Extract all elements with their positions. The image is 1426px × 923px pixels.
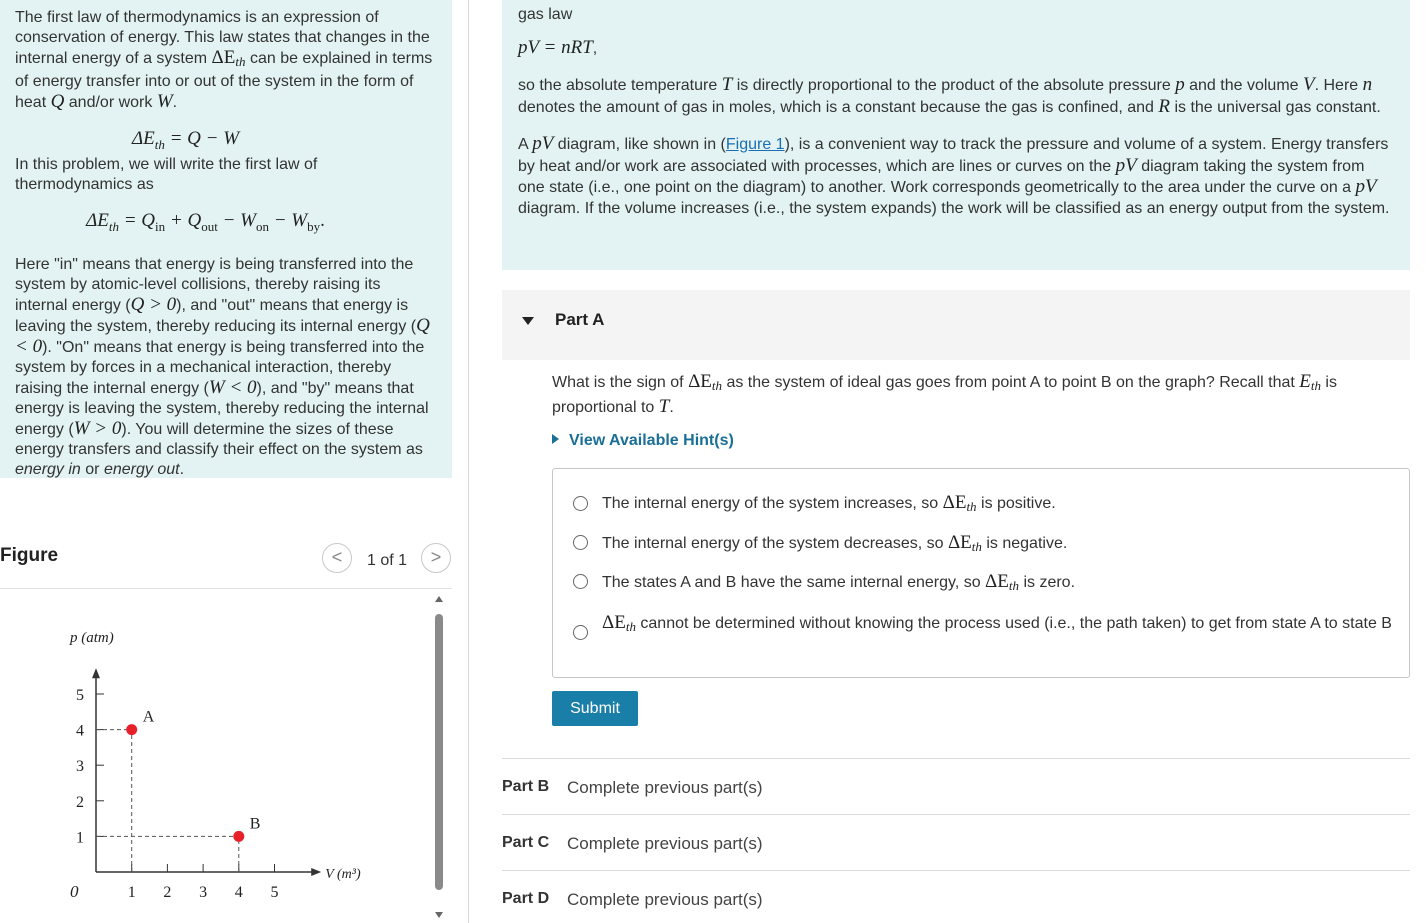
x-tick-label: 1 [127, 884, 136, 901]
x-axis-arrow-icon [311, 868, 321, 876]
x-tick-label: 2 [163, 884, 172, 901]
part-d-status: Complete previous part(s) [567, 890, 763, 909]
radio-button[interactable] [573, 625, 588, 640]
y-tick-label: 3 [76, 758, 84, 776]
figure-header [0, 540, 452, 576]
radio-button[interactable] [573, 535, 588, 550]
expanded-first-law-equation: $\Delta E_{th} = Q_{in} + Q_{out} - W_{on} - W_{by}$. [86, 209, 325, 234]
part-c-status: Complete previous part(s) [567, 834, 763, 853]
caret-right-icon [552, 434, 559, 444]
scroll-down-arrow-icon[interactable] [435, 912, 443, 918]
radio-button[interactable] [573, 574, 588, 589]
view-hints-toggle[interactable]: View Available Hint(s) [552, 432, 734, 450]
y-tick-label: 4 [76, 722, 84, 740]
figure-prev-button[interactable]: < [322, 543, 352, 573]
origin-label: 0 [70, 882, 79, 901]
data-point-b [233, 831, 244, 842]
ideal-gas-equation: pV = nRT, [518, 36, 598, 58]
y-tick-label: 5 [76, 687, 84, 704]
y-tick-label: 1 [76, 829, 84, 847]
figure-1-link[interactable]: Figure 1 [725, 136, 785, 153]
figure-scrollbar[interactable] [430, 594, 448, 923]
figure-next-button[interactable]: > [421, 543, 451, 573]
part-d-label: Part D [502, 890, 550, 907]
point-label-a: A [142, 708, 155, 726]
submit-button[interactable]: Submit [552, 691, 638, 726]
figure-divider [0, 588, 452, 589]
math-delta-eth: $\Delta E_{th}$ [211, 47, 246, 69]
y-tick-label: 2 [76, 793, 84, 811]
panel-separator [468, 0, 469, 923]
scroll-up-arrow-icon[interactable] [435, 596, 443, 602]
part-b-status: Complete previous part(s) [567, 778, 763, 797]
y-axis-arrow-icon [92, 668, 100, 678]
intro-paragraph-3: Here "in" means that energy is being transferred into the system by atomic-level collisions, thereby raising its internal energy (Q > 0), and "out" means that energy is leaving the system, thereby reducing its internal energy (Q < 0). "On" means that energy is being transferred into the system by forces in a mechanical interaction, thereby raising the internal energy (W < 0), and "by" means that energy is leaving the system, thereby reducing the internal energy (W > 0). You will determine the sizes of these energy transfers and classify their effect on the system as energy in or energy out. [15, 255, 430, 478]
x-tick-label: 3 [199, 884, 208, 901]
x-tick-label: 5 [270, 884, 279, 901]
intro-continuation-panel [502, 0, 1410, 270]
intro-paragraph-4: so the absolute temperature T is directly proportional to the product of the absolute pressure p and the volume V. Here n denotes the amount of gas in moles, which is a constant because the gas is confined, and R is the universal gas constant. [518, 74, 1381, 117]
intro-paragraph-2: In this problem, we will write the first law of thermodynamics as [15, 155, 318, 193]
radio-button[interactable] [573, 496, 588, 511]
caret-down-icon[interactable] [522, 317, 534, 325]
intro-paragraph-5: A pV diagram, like shown in (Figure 1), is a convenient way to track the pressure and volume of a system. Energy transfers by heat and/or work are associated with processes, which are lines or curves on the pV diagram taking the system from one state (i.e., one point on the diagram) to another. Work corresponds geometrically to the area under the curve on a pV diagram. If the volume increases (i.e., the system expands) the work will be classified as an energy output from the system. [518, 133, 1390, 217]
part-a-title: Part A [555, 310, 605, 329]
part-b-row [502, 758, 1410, 814]
pv-diagram [0, 590, 425, 923]
figure-page-indicator: 1 of 1 [367, 552, 408, 569]
answer-options: The internal energy of the system increases, so $\Delta E_{th}$ is positive. The internal energy of the system decreases, so $\Delta E_{th}$ is negative. The states A and B have the same internal energy, so $\Delta E_{th}$ is zero. $\Delta E_{th}$ cannot be determined without knowing the process used (i.e., the path taken) to get from state A to state B [552, 468, 1410, 678]
scrollbar-thumb[interactable] [435, 614, 443, 890]
figure-title: Figure [0, 545, 59, 566]
part-a-header[interactable] [502, 290, 1410, 360]
math-q: Q [50, 91, 65, 112]
part-b-label: Part B [502, 778, 550, 795]
math-w: W [156, 91, 173, 112]
x-tick-label: 4 [234, 884, 243, 901]
part-c-label: Part C [502, 834, 550, 851]
part-c-row [502, 814, 1410, 870]
y-axis-label: p (atm) [70, 630, 114, 646]
part-d-row [502, 870, 1410, 923]
first-law-equation: $\Delta E_{th} = Q - W$ [131, 128, 240, 152]
part-a-question: What is the sign of $\Delta E_{th}$ as the system of ideal gas goes from point A to point B on the graph? Recall that $E_{th}$ is proportional to T. [552, 371, 1337, 417]
intro-panel [0, 0, 452, 478]
point-label-b: B [249, 815, 261, 833]
gas-law-label: gas law [518, 6, 573, 23]
intro-paragraph-1: The first law of thermodynamics is an expression of conservation of energy. This law states that changes in the internal energy of a system $\Delta E_{th}$ can be explained in terms of energy transfer into or out of the system in the form of heat Q and/or work W. [15, 9, 433, 112]
data-point-a [126, 724, 137, 735]
x-axis-label: V (m³) [325, 867, 361, 882]
